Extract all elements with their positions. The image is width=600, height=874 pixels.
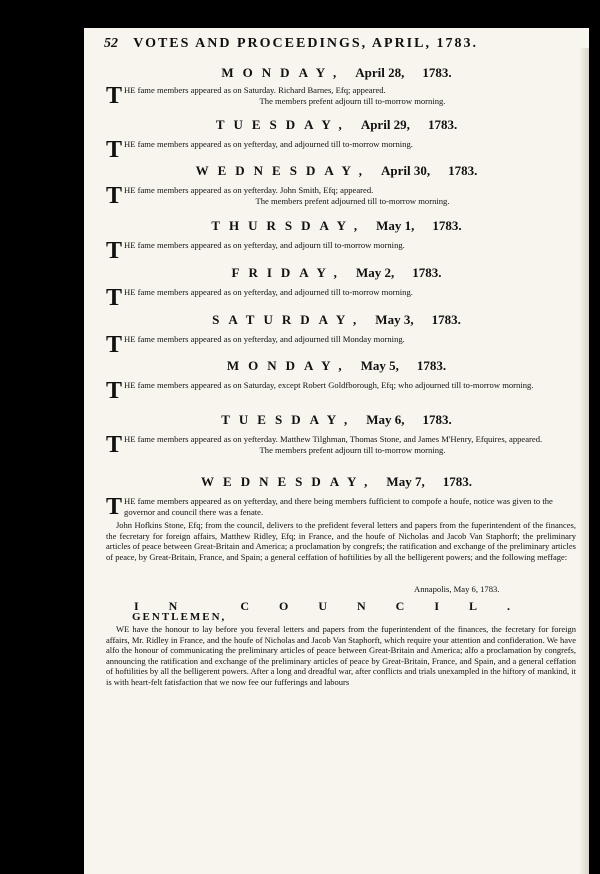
day-heading	[84, 65, 589, 81]
entry-body: HE fame members appeared as on yefterday. John Smith, Efq; appeared.	[124, 185, 374, 195]
entry-body: HE fame members appeared as on Saturday, except Robert Goldfborough, Efq; who adjourned till to-morrow morning.	[124, 380, 534, 390]
document-page	[84, 28, 589, 874]
day-name: MONDAY,	[221, 65, 346, 80]
entry-continuation: The members prefent adjourn till to-morrow morning.	[259, 445, 446, 455]
day-heading	[84, 412, 589, 428]
day-heading	[84, 474, 589, 490]
entry-text	[106, 137, 581, 163]
entry-text	[106, 85, 581, 107]
day-year: 1783.	[422, 65, 452, 80]
day-heading	[84, 358, 589, 374]
entry-body: HE fame members appeared as on yefterday. Matthew Tilghman, Thomas Stone, and James M'Henry, Efquires, appeared.	[124, 434, 543, 444]
entry-text	[106, 185, 581, 207]
day-year: 1783.	[448, 163, 478, 178]
day-name: FRIDAY,	[231, 265, 346, 280]
day-date: May 5,	[360, 358, 399, 373]
day-year: 1783.	[431, 312, 461, 327]
body-paragraph	[106, 520, 576, 562]
day-name: SATURDAY,	[212, 312, 366, 327]
running-head-title: VOTES AND PROCEEDINGS, APRIL, 1783.	[133, 36, 478, 51]
entry-text	[106, 434, 581, 456]
day-name: TUESDAY,	[221, 412, 357, 427]
day-year: 1783.	[432, 218, 462, 233]
day-heading	[84, 312, 589, 328]
day-name: WEDNESDAY,	[195, 163, 371, 178]
day-date: May 7,	[386, 474, 425, 489]
entry-body: HE fame members appeared as on yefterday, and adjourned till Monday morning.	[124, 334, 405, 344]
council-heading: IN COUNCIL.	[134, 599, 541, 613]
day-heading	[84, 117, 589, 133]
entry-body: HE fame members appeared as on yefterday, and adjourn till to-morrow morning.	[124, 240, 405, 250]
day-year: 1783.	[412, 265, 442, 280]
entry-text	[106, 238, 581, 264]
entry-body: HE fame members appeared as on yefterday, and there being members fufficient to compofe a houfe, notice was given to the governor and council there was a fenate.	[124, 496, 553, 517]
letter-body	[106, 624, 576, 688]
drop-cap: T	[106, 378, 123, 404]
letter-text: WE have the honour to lay before you feveral letters and papers from the fuperintendent of the finances, the fecretary for foreign affairs, Mr. Ridley in France, and the houfe of Nicholas and Jacob Van Staphorft, which require your attention and confideration. We have alfo the honour of communicating the preliminary articles of peace between Great-Britain and America; alfo a proclamation by congrefs, announcing the ratification and exchange of the preliminary articles of peace by Great-Britain, France, and Spain, and a general ceffation of hoftilities by all the belligerent powers. After a long and dreadful war, after conflicts and trials unexampled in the hiftory of mankind, it is with heart-felt fatisfaction that we now fee our fufferings and labours	[106, 624, 576, 687]
day-heading	[84, 163, 589, 179]
drop-cap: T	[106, 83, 123, 109]
entry-text	[106, 496, 581, 518]
day-year: 1783.	[442, 474, 472, 489]
running-head	[104, 36, 478, 52]
day-heading	[84, 265, 589, 281]
drop-cap: T	[106, 494, 123, 520]
drop-cap: T	[106, 137, 123, 163]
day-name: WEDNESDAY,	[201, 474, 377, 489]
body-paragraph-text: John Hofkins Stone, Efq; from the council, delivers to the prefident feveral letters and papers from the fuperintendent of the finances, the fecretary for foreign affairs, Matthew Ridley, Efq; in France, and the houfe of Nicholas and Jacob Van Staphorft; the preliminary articles of peace between Great-Britain and America; a proclamation by congrefs; the ratification and exchange of the preliminary articles of peace, by Great-Britain, France, and Spain; a general ceffation of hoftilities by all the belligerent powers; and the following meffage:	[106, 520, 576, 562]
day-date: May 1,	[376, 218, 415, 233]
drop-cap: T	[106, 432, 123, 458]
drop-cap: T	[106, 183, 123, 209]
day-date: May 2,	[355, 265, 395, 280]
entry-text	[106, 332, 581, 358]
drop-cap: T	[106, 238, 123, 264]
day-date: April 29,	[360, 117, 410, 132]
entry-body: HE fame members appeared as on yefterday, and adjourned till to-morrow morning.	[124, 139, 413, 149]
day-date: May 6,	[366, 412, 405, 427]
day-date: April 30,	[381, 163, 431, 178]
entry-body: HE fame members appeared as on Saturday. Richard Barnes, Efq; appeared.	[124, 85, 386, 95]
day-year: 1783.	[422, 412, 452, 427]
salutation: GENTLEMEN,	[132, 611, 227, 623]
entry-continuation: The members prefent adjourned till to-morrow morning.	[255, 196, 450, 206]
day-year: 1783.	[416, 358, 447, 373]
day-name: MONDAY,	[226, 358, 351, 373]
day-name: TUESDAY,	[215, 117, 351, 132]
page-number: 52	[104, 36, 118, 51]
signature-line: Annapolis, May 6, 1783.	[414, 584, 500, 594]
day-heading	[84, 218, 589, 234]
drop-cap: T	[106, 332, 123, 358]
entry-text	[106, 378, 581, 404]
entry-continuation: The members prefent adjourn till to-morrow morning.	[259, 96, 446, 106]
day-year: 1783.	[427, 117, 458, 132]
day-date: May 3,	[375, 312, 414, 327]
entry-body: HE fame members appeared as on yefterday, and adjourned till to-morrow morning.	[124, 287, 413, 297]
entry-text	[106, 285, 581, 311]
day-name: THURSDAY,	[211, 218, 367, 233]
day-date: April 28,	[355, 65, 405, 80]
drop-cap: T	[106, 285, 123, 311]
